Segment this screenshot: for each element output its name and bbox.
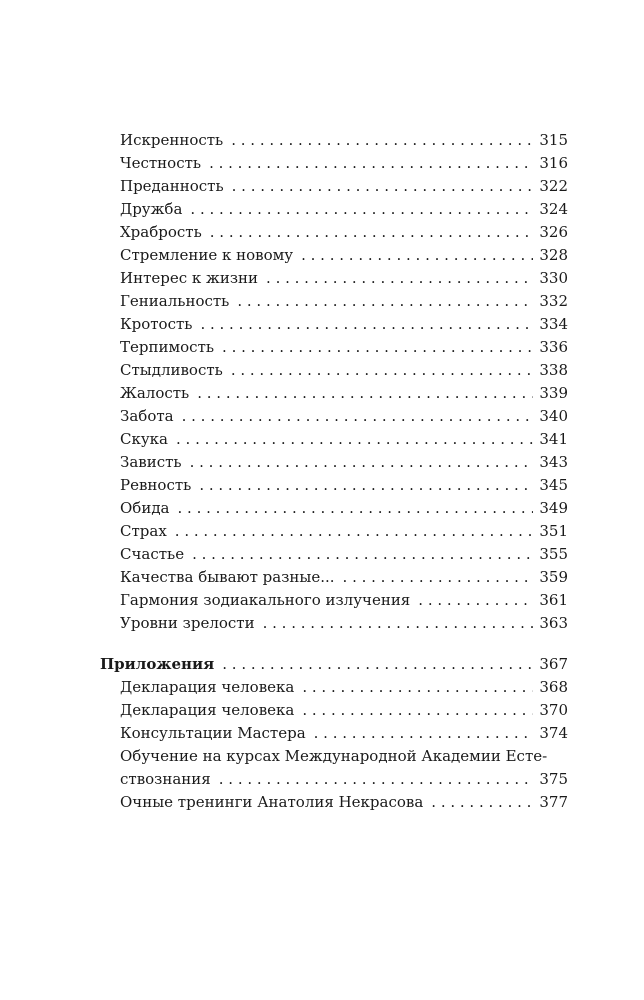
toc-entry-page: 345 xyxy=(539,476,568,494)
toc-entry-page: 338 xyxy=(539,361,568,379)
toc-entry[interactable] xyxy=(120,174,568,198)
toc-entry[interactable] xyxy=(120,151,568,175)
toc-entry-page: 326 xyxy=(539,223,568,241)
toc-entry-page: 341 xyxy=(539,430,568,448)
dot-leader xyxy=(197,381,533,405)
toc-entry-page: 340 xyxy=(539,407,568,425)
toc-entry-page: 368 xyxy=(539,678,568,696)
toc-entry-title: Преданность xyxy=(120,177,224,195)
toc-entry-page: 330 xyxy=(539,269,568,287)
toc-entry-page: 315 xyxy=(539,131,568,149)
dot-leader xyxy=(314,721,534,745)
toc-entry-multiline-second[interactable] xyxy=(120,767,568,791)
toc-entry[interactable] xyxy=(120,404,568,428)
toc-entry[interactable] xyxy=(120,450,568,474)
dot-leader xyxy=(222,335,533,359)
dot-leader xyxy=(210,220,534,244)
toc-entry-title: Терпимость xyxy=(120,338,215,356)
toc-entry-page: 316 xyxy=(539,154,568,172)
toc-entry[interactable] xyxy=(120,565,568,589)
toc-entry[interactable] xyxy=(120,611,568,635)
dot-leader xyxy=(190,197,533,221)
dot-leader xyxy=(302,675,533,699)
toc-entry-page: 322 xyxy=(539,177,568,195)
toc-entry-title: Честность xyxy=(120,154,202,172)
toc-entry[interactable] xyxy=(120,335,568,359)
dot-leader xyxy=(418,588,533,612)
toc-entry-page: 374 xyxy=(539,724,568,742)
toc-entry[interactable] xyxy=(120,128,568,152)
dot-leader xyxy=(343,565,534,589)
dot-leader xyxy=(301,243,533,267)
toc-entry-title: Храбрость xyxy=(120,223,202,241)
toc-entry[interactable] xyxy=(120,220,568,244)
toc-entry[interactable] xyxy=(120,358,568,382)
toc-entry-title: Кротость xyxy=(120,315,193,333)
toc-entry-title: Искренность xyxy=(120,131,224,149)
dot-leader xyxy=(222,652,533,676)
toc-entry-title-line1: Обучение на курсах Международной Академии Есте- xyxy=(120,747,548,765)
dot-leader xyxy=(231,128,533,152)
dot-leader xyxy=(302,698,533,722)
toc-entry-title: Уровни зрелости xyxy=(120,614,255,632)
toc-entry[interactable] xyxy=(120,790,568,814)
toc-entry[interactable] xyxy=(120,519,568,543)
dot-leader xyxy=(266,266,533,290)
dot-leader xyxy=(200,312,533,336)
toc-entry-page: 363 xyxy=(539,614,568,632)
toc-entry[interactable] xyxy=(120,312,568,336)
toc-entry-title: Дружба xyxy=(120,200,183,218)
toc-entry[interactable] xyxy=(120,698,568,722)
toc-entry-title: Консультации Мастера xyxy=(120,724,306,742)
toc-entry-page: 361 xyxy=(539,591,568,609)
toc-entry-page: 377 xyxy=(539,793,568,811)
toc-entry-title: Ревность xyxy=(120,476,192,494)
toc-entry-page: 359 xyxy=(539,568,568,586)
toc-entry[interactable] xyxy=(120,588,568,612)
toc-entry[interactable] xyxy=(120,289,568,313)
toc-entry-title: Очные тренинги Анатолия Некрасова xyxy=(120,793,424,811)
toc-entry-title: Страх xyxy=(120,522,167,540)
dot-leader xyxy=(175,519,534,543)
dot-leader xyxy=(209,151,533,175)
toc-entry-title: Интерес к жизни xyxy=(120,269,259,287)
dot-leader xyxy=(199,473,533,497)
dot-leader xyxy=(237,289,533,313)
toc-entry-title-line2: ствознания xyxy=(120,770,211,788)
toc-entry-title: Гениальность xyxy=(120,292,230,310)
toc-entry-title: Счастье xyxy=(120,545,185,563)
toc-section-appendix[interactable] xyxy=(100,652,568,676)
toc-entry[interactable] xyxy=(120,266,568,290)
toc-entry[interactable] xyxy=(120,496,568,520)
dot-leader xyxy=(182,404,534,428)
toc-entry-title: Стыдливость xyxy=(120,361,223,379)
toc-entry-page: 370 xyxy=(539,701,568,719)
dot-leader xyxy=(232,174,534,198)
dot-leader xyxy=(263,611,534,635)
toc-entry-title: Качества бывают разные... xyxy=(120,568,335,586)
toc-entry-page: 343 xyxy=(539,453,568,471)
toc-entry-page: 355 xyxy=(539,545,568,563)
toc-entry-page: 334 xyxy=(539,315,568,333)
toc-entry-page: 351 xyxy=(539,522,568,540)
toc-entry[interactable] xyxy=(120,721,568,745)
toc-entry-title: Забота xyxy=(120,407,174,425)
toc-entry-page: 324 xyxy=(539,200,568,218)
section-title: Приложения xyxy=(100,655,215,673)
toc-entry-title: Стремление к новому xyxy=(120,246,294,264)
toc-entry[interactable] xyxy=(120,427,568,451)
toc-entry-title: Обида xyxy=(120,499,170,517)
toc-entry-page: 328 xyxy=(539,246,568,264)
toc-entry[interactable] xyxy=(120,243,568,267)
toc-entry[interactable] xyxy=(120,197,568,221)
toc-entry[interactable] xyxy=(120,473,568,497)
dot-leader xyxy=(231,358,534,382)
toc-entry-title: Декларация человека xyxy=(120,678,295,696)
toc-entry-title: Зависть xyxy=(120,453,182,471)
toc-entry-page: 332 xyxy=(539,292,568,310)
toc-entry-page: 339 xyxy=(539,384,568,402)
toc-entry-page: 336 xyxy=(539,338,568,356)
dot-leader xyxy=(219,767,534,791)
toc-entry[interactable] xyxy=(120,675,568,699)
toc-entry-title: Гармония зодиакального излучения xyxy=(120,591,411,609)
dot-leader xyxy=(192,542,533,566)
toc-entry-multiline-first[interactable] xyxy=(120,744,568,768)
toc-entry[interactable] xyxy=(120,542,568,566)
toc-entry-title: Скука xyxy=(120,430,168,448)
toc-entry-page: 349 xyxy=(539,499,568,517)
dot-leader xyxy=(190,450,534,474)
section-page: 367 xyxy=(539,655,568,673)
toc-entry[interactable] xyxy=(120,381,568,405)
toc-entry-page: 375 xyxy=(539,770,568,788)
dot-leader xyxy=(178,496,534,520)
toc-entry-title: Жалость xyxy=(120,384,190,402)
dot-leader xyxy=(176,427,533,451)
toc-entry-title: Декларация человека xyxy=(120,701,295,719)
dot-leader xyxy=(431,790,533,814)
